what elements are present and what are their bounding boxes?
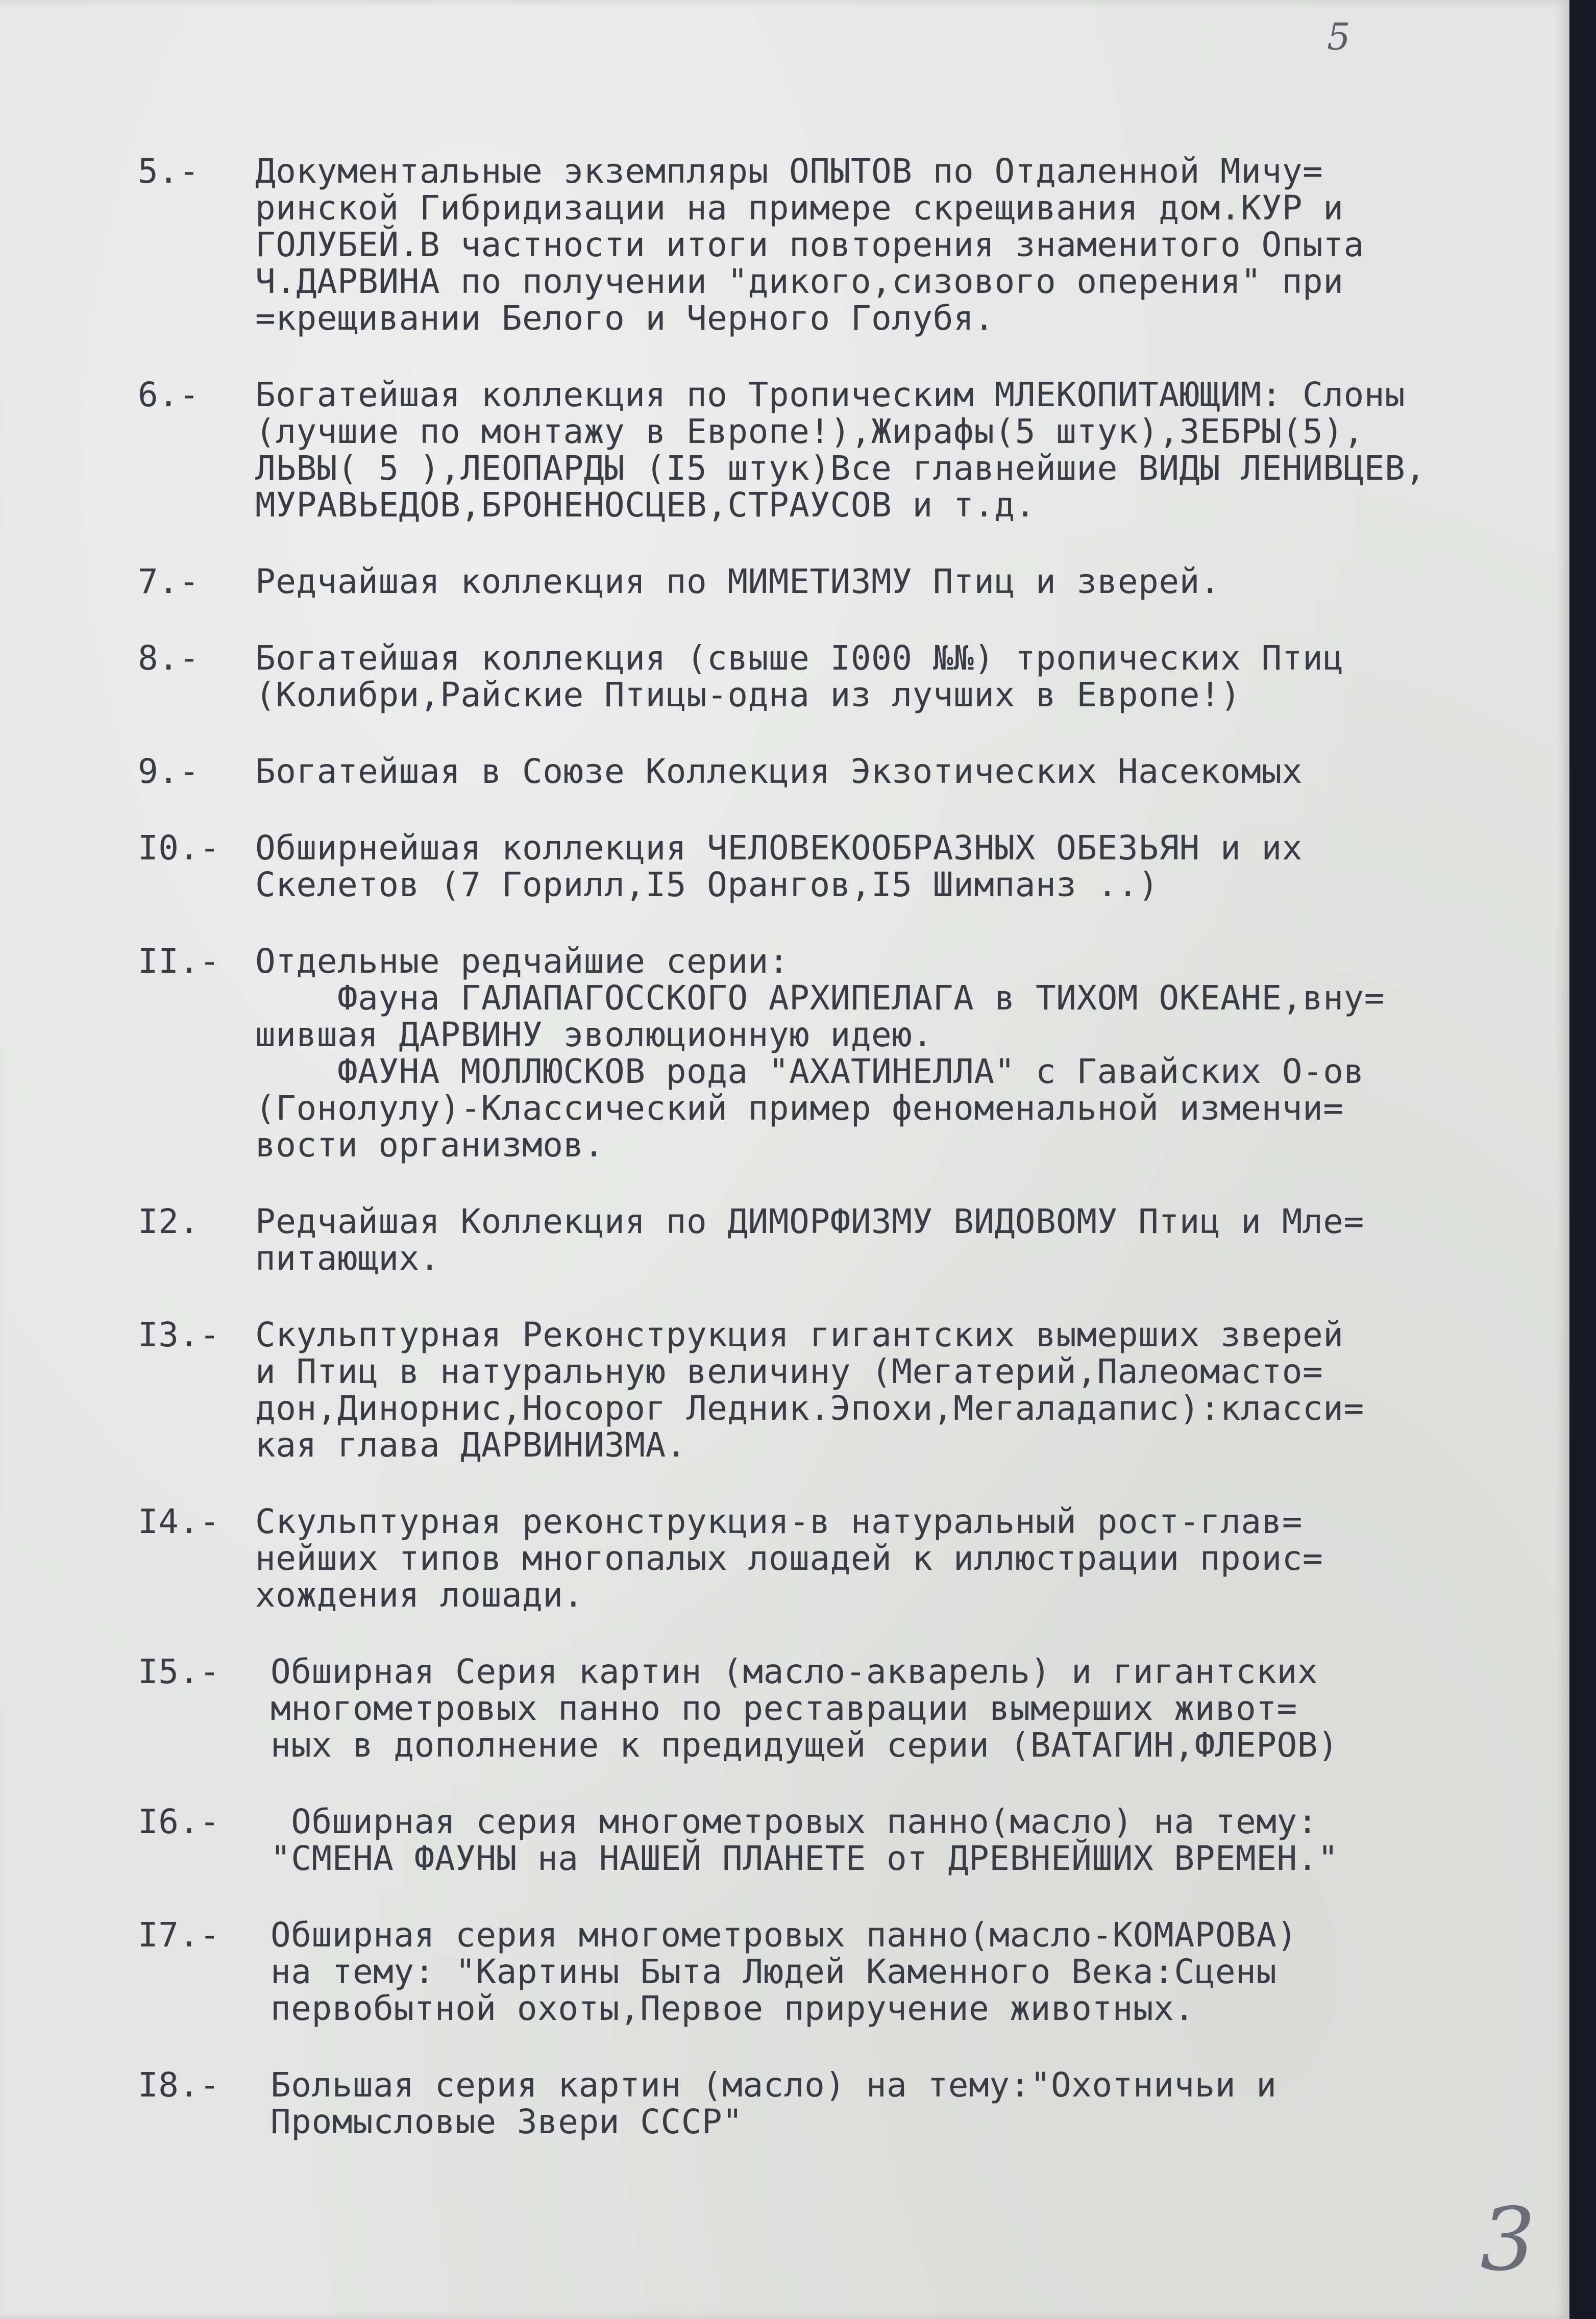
text-line: ных в дополнение к предидущей серии (ВАТАГИН,ФЛЕРОВ) xyxy=(271,1725,1339,1765)
text-line: вости организмов. xyxy=(255,1125,605,1165)
text-line: нейших типов многопалых лошадей к иллюстрации проис= xyxy=(255,1539,1323,1578)
item-number: 5.- xyxy=(138,152,200,191)
text-line: ФАУНА МОЛЛЮСКОВ рода "АХАТИНЕЛЛА" с Гавайских О-ов xyxy=(255,1052,1364,1091)
item-number: I3.- xyxy=(138,1315,220,1354)
list-item xyxy=(138,2067,1546,2140)
item-text xyxy=(271,1654,1546,1764)
list-item xyxy=(138,943,1546,1164)
item-number: I4.- xyxy=(138,1502,220,1541)
item-text xyxy=(255,830,1546,903)
text-line: Скелетов (7 Горилл,I5 Орангов,I5 Шимпанз ..) xyxy=(255,865,1159,904)
item-text xyxy=(255,153,1546,337)
item-number: 9.- xyxy=(138,752,200,791)
item-text xyxy=(255,943,1546,1164)
item-number: I2. xyxy=(138,1202,200,1241)
corner-mark: 5 xyxy=(1327,15,1351,58)
text-line: кая глава ДАРВИНИЗМА. xyxy=(255,1425,686,1465)
list-item xyxy=(138,1804,1546,1877)
item-number: 8.- xyxy=(138,638,200,678)
text-line: дон,Динорнис,Носорог Ледник.Эпохи,Мегаладапис):класси= xyxy=(255,1389,1364,1428)
text-line: Большая серия картин (масло) на тему:"Охотничьи и xyxy=(271,2065,1277,2105)
list-item xyxy=(138,1317,1546,1464)
text-line: "СМЕНА ФАУНЫ на НАШЕЙ ПЛАНЕТЕ от ДРЕВНЕЙШИХ ВРЕМЕН." xyxy=(271,1839,1339,1878)
text-line: ЛЬВЫ( 5 ),ЛЕОПАРДЫ (I5 штук)Все главнейшие ВИДЫ ЛЕНИВЦЕВ, xyxy=(255,449,1426,488)
text-line: Документальные экземпляры ОПЫТОВ по Отдаленной Мичу= xyxy=(255,152,1323,191)
text-line: Редчайшая Коллекция по ДИМОРФИЗМУ ВИДОВОМУ Птиц и Мле= xyxy=(255,1202,1364,1241)
item-text xyxy=(255,1317,1546,1464)
text-line: Отдельные редчайшие серии: xyxy=(255,942,790,981)
text-line: и Птиц в натуральную величину (Мегатерий,Палеомасто= xyxy=(255,1352,1323,1391)
item-number: 6.- xyxy=(138,375,200,414)
item-text xyxy=(255,1503,1546,1614)
text-line: Обширнейшая коллекция ЧЕЛОВЕКООБРАЗНЫХ ОБЕЗЬЯН и их xyxy=(255,828,1303,868)
list-item xyxy=(138,640,1546,713)
item-text xyxy=(255,753,1546,790)
text-line: =крещивании Белого и Черного Голубя. xyxy=(255,299,995,338)
item-text xyxy=(255,640,1546,713)
text-line: Скульптурная реконструкция-в натуральный рост-глав= xyxy=(255,1502,1303,1541)
item-number: 7.- xyxy=(138,562,200,601)
text-line: хождения лошади. xyxy=(255,1575,584,1615)
text-line: Богатейшая коллекция по Тропическим МЛЕКОПИТАЮЩИМ: Слоны xyxy=(255,375,1406,414)
item-number: II.- xyxy=(138,942,220,981)
text-line: на тему: "Картины Быта Людей Каменного Века:Сцены xyxy=(271,1952,1277,1991)
text-line: Обширная серия многометровых панно(масло) на тему: xyxy=(271,1802,1318,1841)
list-item xyxy=(138,1917,1546,2027)
text-line: Обширная серия многометровых панно(масло-КОМАРОВА) xyxy=(271,1915,1297,1955)
list-item xyxy=(138,1503,1546,1614)
list-item xyxy=(138,1203,1546,1277)
text-line: Скульптурная Реконструкция гигантских вымерших зверей xyxy=(255,1315,1344,1354)
text-line: Редчайшая коллекция по МИМЕТИЗМУ Птиц и зверей. xyxy=(255,562,1221,601)
text-line: Промысловые Звери СССР" xyxy=(271,2102,743,2141)
item-text xyxy=(255,377,1546,524)
item-number: I6.- xyxy=(138,1802,220,1841)
item-text xyxy=(255,563,1546,600)
text-line: (Гонолулу)-Классический пример феноменальной изменчи= xyxy=(255,1089,1344,1128)
item-number: I7.- xyxy=(138,1915,220,1955)
item-number: I5.- xyxy=(138,1652,220,1691)
text-line: первобытной охоты,Первое приручение животных. xyxy=(271,1989,1195,2028)
text-line: МУРАВЬЕДОВ,БРОНЕНОСЦЕВ,СТРАУСОВ и т.д. xyxy=(255,485,1036,525)
item-text xyxy=(271,2067,1546,2140)
text-line: Богатейшая в Союзе Коллекция Экзотических Насекомых xyxy=(255,752,1303,791)
text-line: ринской Гибридизации на примере скрещивания дом.КУР и xyxy=(255,188,1344,228)
text-line: Ч.ДАРВИНА по получении "дикого,сизового оперения" при xyxy=(255,262,1344,301)
item-text xyxy=(255,1203,1546,1277)
text-line: Богатейшая коллекция (свыше I000 №№) тропических Птиц xyxy=(255,638,1344,678)
item-text xyxy=(271,1917,1546,2027)
list-item xyxy=(138,377,1546,524)
item-text xyxy=(271,1804,1546,1877)
list-item xyxy=(138,1654,1546,1764)
text-line: (лучшие по монтажу в Европе!),Жирафы(5 штук),ЗЕБРЫ(5), xyxy=(255,412,1364,451)
scan-background-edge xyxy=(1569,0,1596,2319)
text-line: ГОЛУБЕЙ.В частности итоги повторения знаменитого Опыта xyxy=(255,225,1364,264)
item-number: I8.- xyxy=(138,2065,220,2105)
text-line: шившая ДАРВИНУ эволюционную идею. xyxy=(255,1015,933,1054)
text-line: (Колибри,Райские Птицы-одна из лучших в Европе!) xyxy=(255,675,1241,714)
list-item xyxy=(138,753,1546,790)
list-item xyxy=(138,153,1546,337)
list-item xyxy=(138,830,1546,903)
text-line: питающих. xyxy=(255,1239,440,1278)
text-line: Фауна ГАЛАПАГОССКОГО АРХИПЕЛАГА в ТИХОМ ОКЕАНЕ,вну= xyxy=(255,978,1385,1018)
text-line: Обширная Серия картин (масло-акварель) и гигантских xyxy=(271,1652,1318,1691)
numbered-list xyxy=(138,153,1546,2180)
text-line: многометровых панно по реставрации вымерших живот= xyxy=(271,1689,1297,1728)
item-number: I0.- xyxy=(138,828,220,868)
handwritten-page-number: 3 xyxy=(1480,2189,1536,2290)
list-item xyxy=(138,563,1546,600)
